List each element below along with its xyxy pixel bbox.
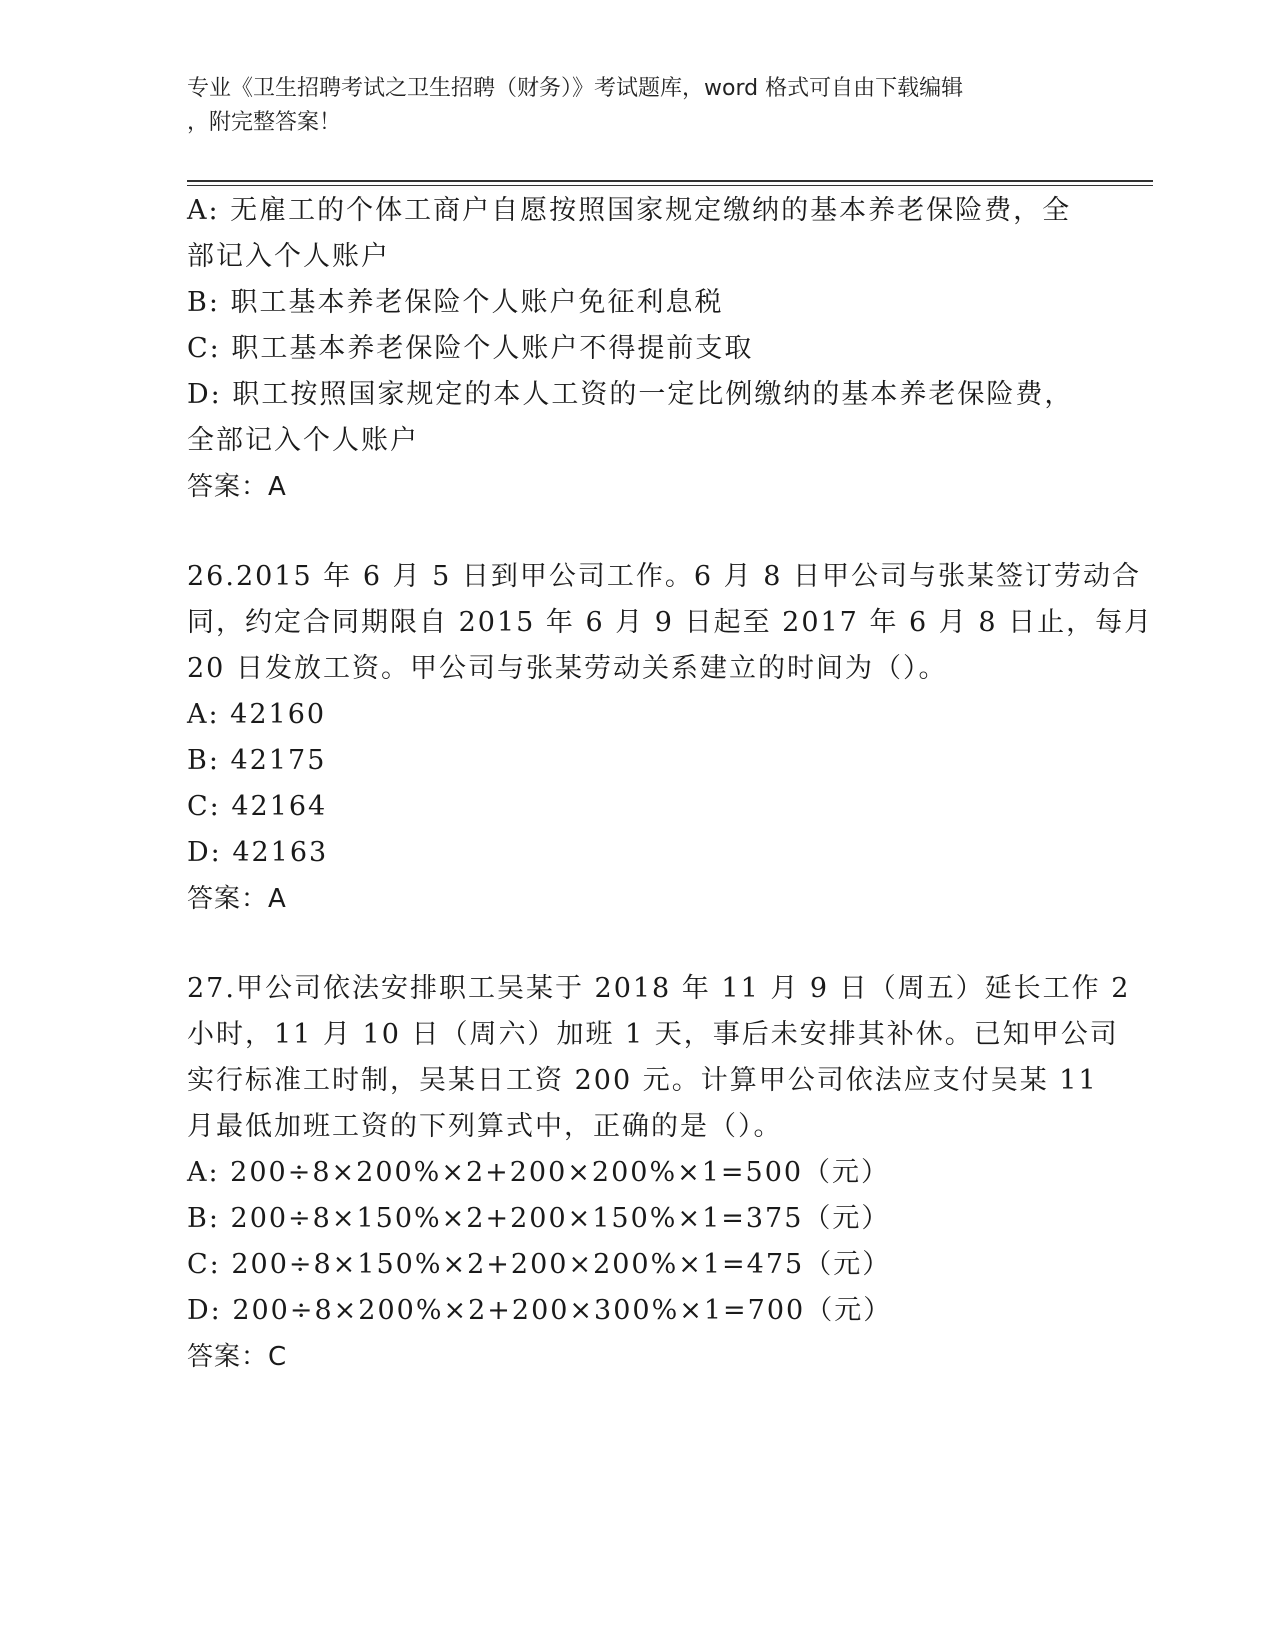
spacer — [187, 922, 1087, 966]
document-header — [187, 72, 1087, 140]
header-rule-thin — [187, 185, 1153, 186]
header-line-1: 专业《卫生招聘考试之卫生招聘（财务）》考试题库，word 格式可自由下载编辑 — [187, 76, 964, 101]
document-body — [187, 188, 1154, 1380]
header-line-2: ，附完整答案！ — [187, 110, 342, 135]
q27-option-b: B: 200÷8×150%×2+200×150%×1=375（元） — [187, 1203, 891, 1234]
q27-stem-line-1: 27.甲公司依法安排职工吴某于 2018 年 11 月 9 日（周五）延长工作 2 — [187, 973, 1131, 1004]
q25-option-a-line-1: A: 无雇工的个体工商户自愿按照国家规定缴纳的基本养老保险费，全 — [187, 195, 1072, 226]
q26-stem-line-3: 20 日发放工资。甲公司与张某劳动关系建立的时间为（）。 — [187, 653, 948, 684]
q25-option-d-line-1: D: 职工按照国家规定的本人工资的一定比例缴纳的基本养老保险费， — [187, 379, 1074, 410]
q27-option-d: D: 200÷8×200%×2+200×300%×1=700（元） — [187, 1295, 893, 1326]
q25-option-a-line-2: 部记入个人账户 — [187, 241, 390, 272]
question-27 — [187, 966, 1131, 1380]
q25-option-b: B: 职工基本养老保险个人账户免征利息税 — [187, 287, 724, 318]
q26-option-d: D: 42163 — [187, 837, 329, 868]
q27-option-a: A: 200÷8×200%×2+200×200%×1=500（元） — [187, 1157, 891, 1188]
q25-option-c: C: 职工基本养老保险个人账户不得提前支取 — [187, 333, 754, 364]
q26-answer: 答案：A — [187, 884, 287, 914]
q27-stem-line-2: 小时，11 月 10 日（周六）加班 1 天，事后未安排其补休。已知甲公司 — [187, 1019, 1119, 1050]
q26-option-c: C: 42164 — [187, 791, 328, 822]
q26-option-a: A: 42160 — [187, 699, 327, 730]
q25-answer: 答案：A — [187, 472, 287, 502]
spacer — [187, 510, 1087, 554]
q26-option-b: B: 42175 — [187, 745, 327, 776]
q27-stem-line-4: 月最低加班工资的下列算式中，正确的是（）。 — [187, 1111, 783, 1142]
q27-answer: 答案：C — [187, 1342, 288, 1372]
q26-stem-line-1: 26.2015 年 6 月 5 日到甲公司工作。6 月 8 日甲公司与张某签订劳动合 — [187, 561, 1142, 592]
question-25 — [187, 188, 1087, 510]
q26-stem-line-2: 同，约定合同期限自 2015 年 6 月 9 日起至 2017 年 6 月 8 日止，每月 — [187, 607, 1154, 638]
q27-option-c: C: 200÷8×150%×2+200×200%×1=475（元） — [187, 1249, 892, 1280]
q25-option-d-line-2: 全部记入个人账户 — [187, 425, 419, 456]
q27-stem-line-3: 实行标准工时制，吴某日工资 200 元。计算甲公司依法应支付吴某 11 — [187, 1065, 1098, 1096]
header-rule-thick — [187, 180, 1153, 182]
question-26 — [187, 554, 1154, 922]
